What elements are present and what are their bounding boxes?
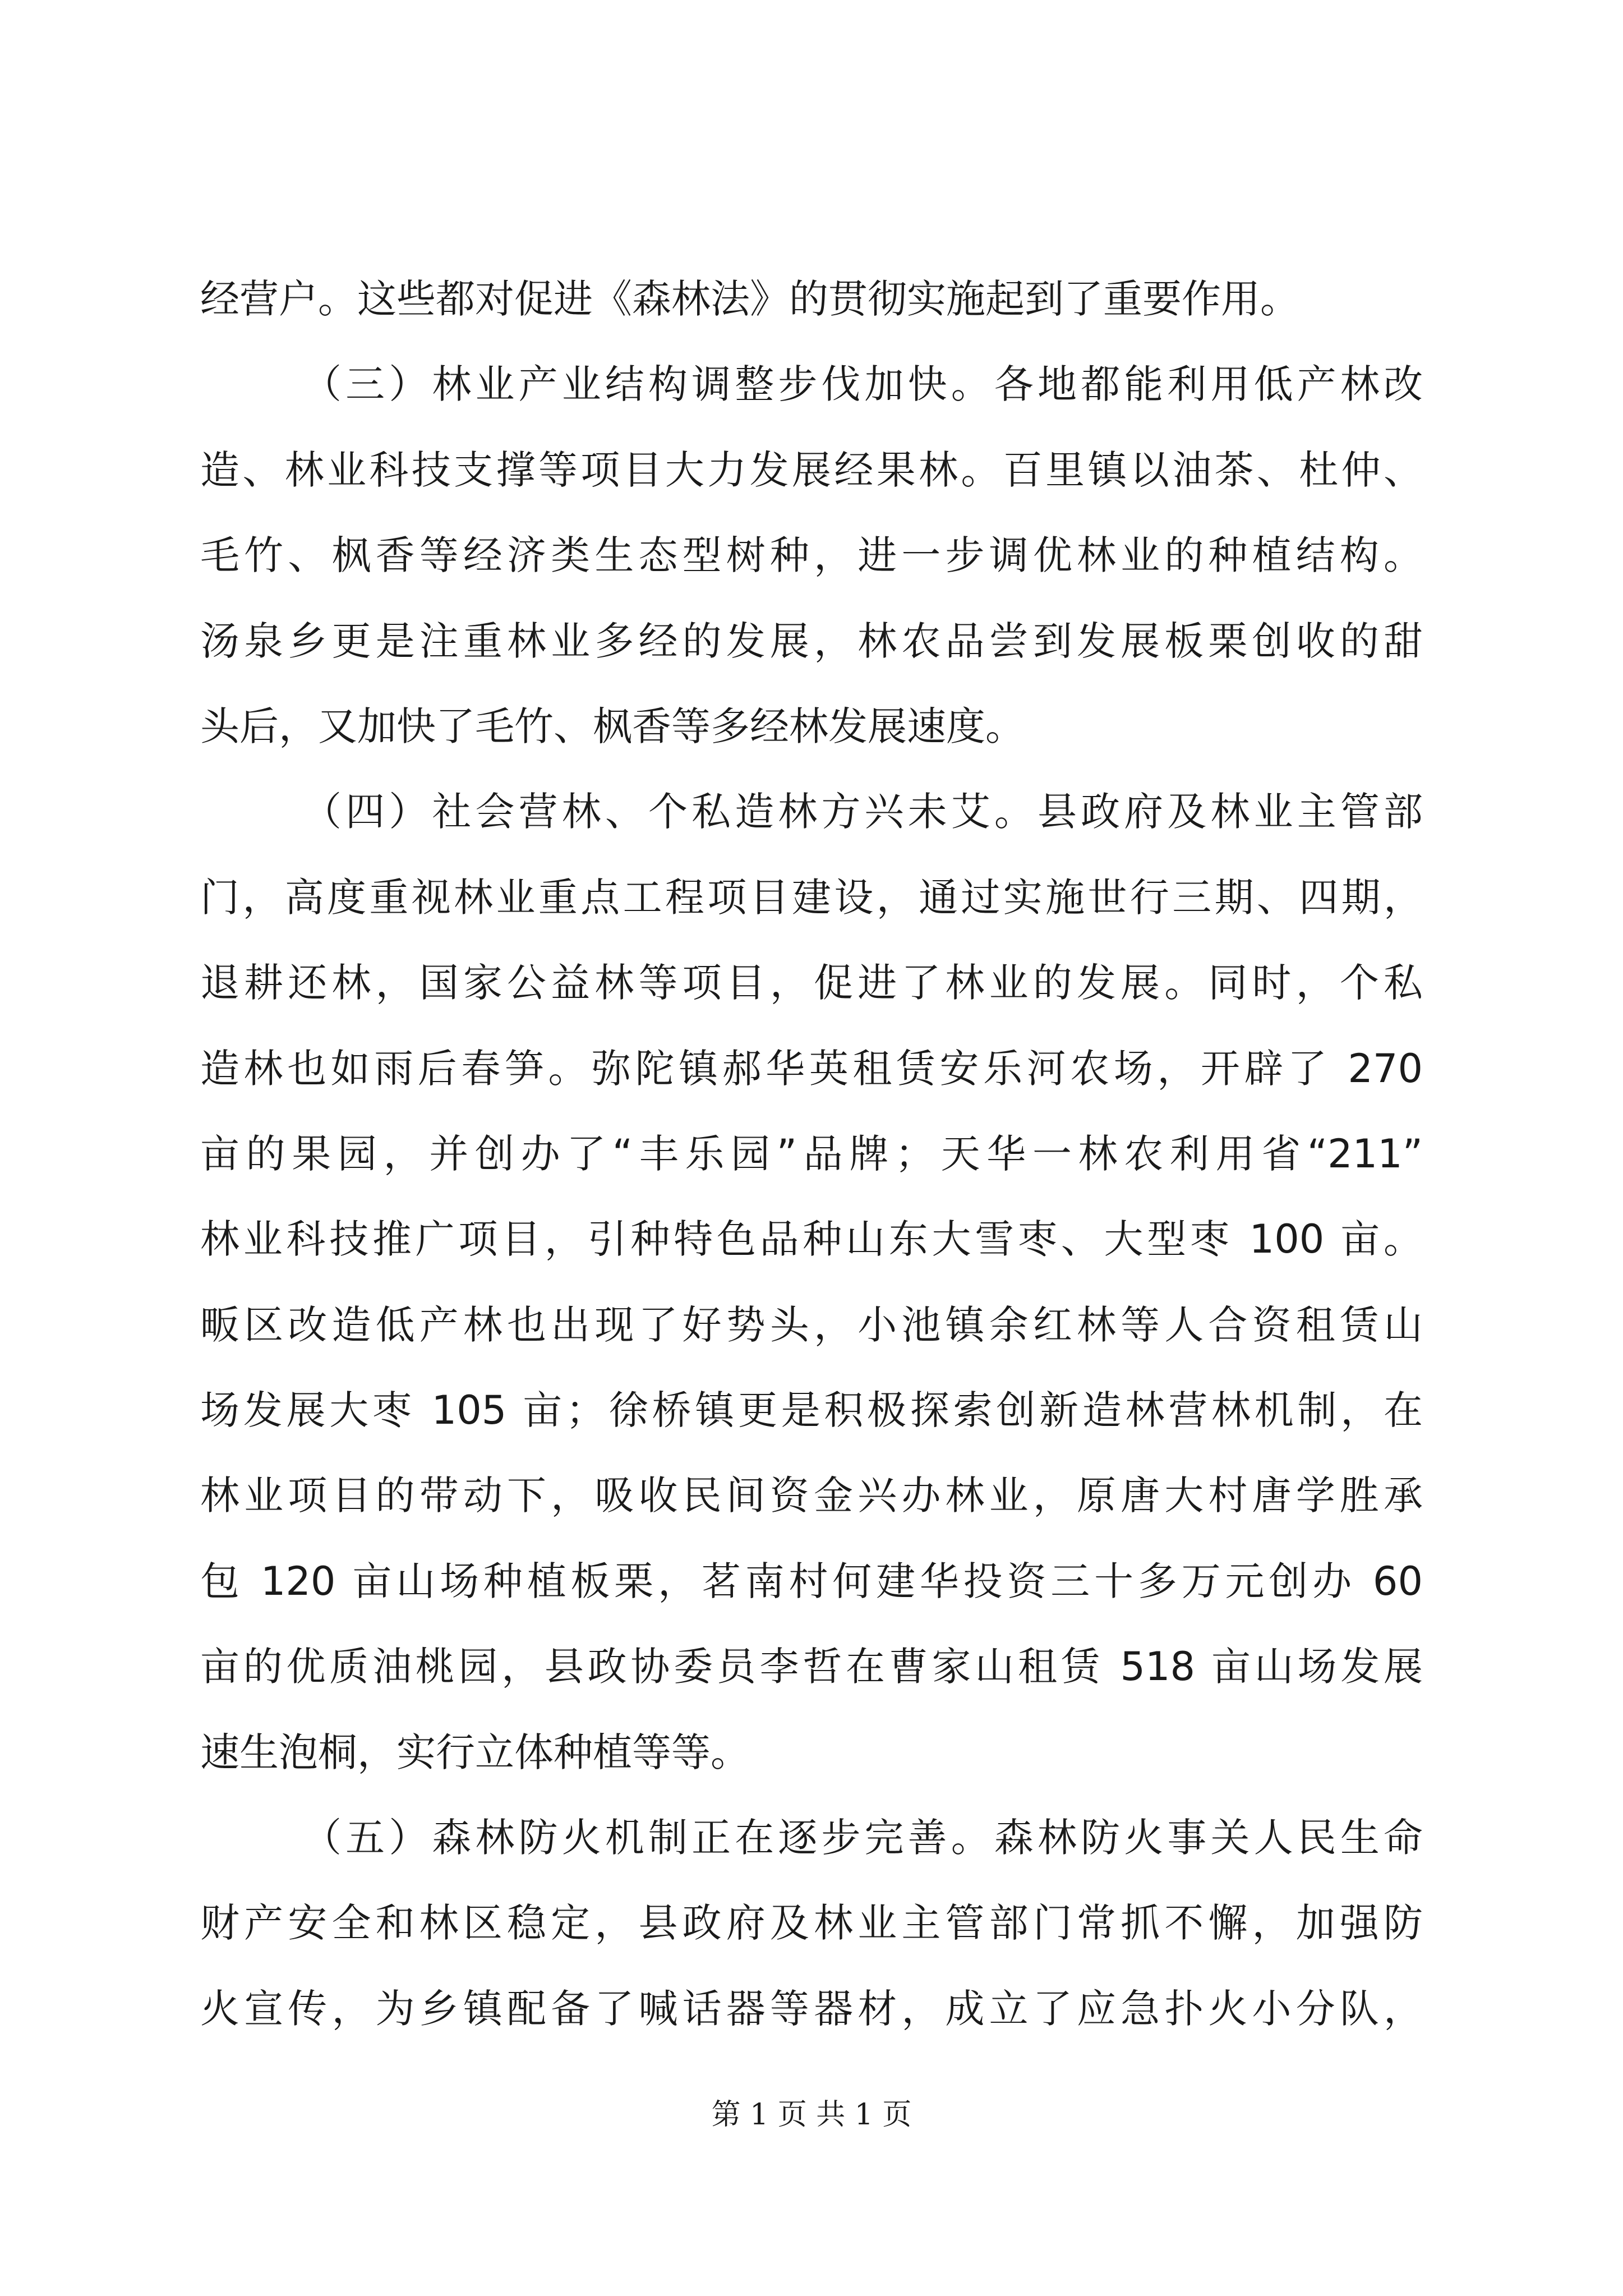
paragraph	[200, 769, 1423, 1795]
text-line: 林业科技推广项目，引种特色品种山东大雪枣、大型枣 100 亩。	[200, 1216, 1423, 1263]
paragraph	[200, 256, 1423, 342]
page-footer: 第 1 页 共 1 页	[711, 2098, 912, 2132]
text-line: 包 120 亩山场种植板栗，茗南村何建华投资三十多万元创办 60	[200, 1558, 1423, 1604]
text-line: 造林也如雨后春笋。弥陀镇郝华英租赁安乐河农场，开辟了 270	[200, 1045, 1423, 1092]
text-line: 退耕还林，国家公益林等项目，促进了林业的发展。同时，个私	[200, 960, 1423, 1006]
text-line: 造、林业科技支撑等项目大力发展经果林。百里镇以油茶、杜仲、	[200, 447, 1423, 493]
text-line: 经营户。这些都对促进《森林法》的贯彻实施起到了重要作用。	[200, 276, 1299, 322]
text-line: 亩的果园，并创办了“丰乐园”品牌；天华一林农利用省“211”	[200, 1130, 1423, 1177]
text-line: 财产安全和林区稳定，县政府及林业主管部门常抓不懈，加强防	[200, 1900, 1423, 1947]
text-line: 场发展大枣 105 亩；徐桥镇更是积极探索创新造林营林机制，在	[200, 1387, 1423, 1434]
text-line: （五）森林防火机制正在逐步完善。森林防火事关人民生命	[302, 1815, 1423, 1861]
paragraph	[200, 1795, 1423, 2051]
text-line: 速生泡桐，实行立体种植等等。	[200, 1729, 750, 1775]
text-line: 火宣传，为乡镇配备了喊话器等器材，成立了应急扑火小分队，	[200, 1985, 1423, 2032]
text-line: 头后，又加快了毛竹、枫香等多经林发展速度。	[200, 703, 1025, 749]
text-line: 门，高度重视林业重点工程项目建设，通过实施世行三期、四期，	[200, 874, 1423, 921]
document-body	[200, 256, 1423, 2051]
text-line: （三）林业产业结构调整步伐加快。各地都能利用低产林改	[302, 361, 1423, 408]
text-line: 毛竹、枫香等经济类生态型树种，进一步调优林业的种植结构。	[200, 532, 1423, 579]
text-line: 亩的优质油桃园，县政协委员李哲在曹家山租赁 518 亩山场发展	[200, 1644, 1423, 1690]
text-line: 畈区改造低产林也出现了好势头，小池镇余红林等人合资租赁山	[200, 1301, 1423, 1348]
paragraph	[200, 342, 1423, 769]
text-line: （四）社会营林、个私造林方兴未艾。县政府及林业主管部	[302, 789, 1423, 835]
text-line: 林业项目的带动下，吸收民间资金兴办林业，原唐大村唐学胜承	[200, 1473, 1423, 1519]
text-line: 汤泉乡更是注重林业多经的发展，林农品尝到发展板栗创收的甜	[200, 618, 1423, 664]
